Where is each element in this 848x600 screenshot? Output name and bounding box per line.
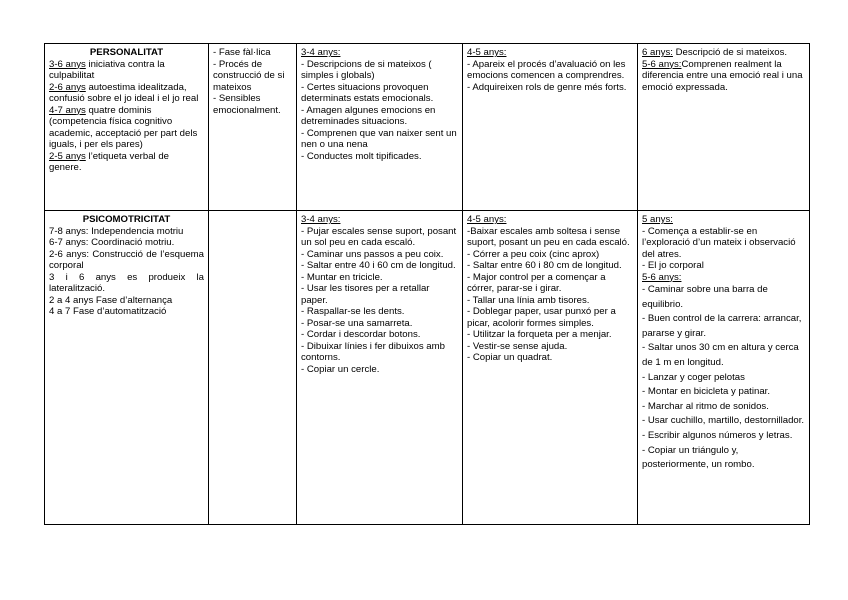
- list-item: -Baixar escales amb soltesa i sense suport, posant un peu en cada escaló.: [467, 225, 630, 248]
- list-item: 6 anys: Descripció de si mateixos.: [642, 47, 788, 58]
- section-heading-psicomotricitat: PSICOMOTRICITAT: [82, 214, 171, 225]
- table-row-personalitat: [45, 44, 810, 211]
- list-item: - Córrer a peu coix (cinc aprox): [467, 248, 600, 260]
- list-item: - Montar en bicicleta y patinar.: [642, 386, 770, 398]
- list-item: 2-6 anys: Construcció de l’esquema corporal: [49, 248, 204, 271]
- list-item: - Comença a establir-se en l’exploració d’un mateix i observació del atres.: [642, 225, 796, 260]
- age-title: 3-4 anys:: [301, 214, 341, 225]
- section-heading-personalitat: PERSONALITAT: [89, 47, 164, 58]
- list-item: 4-7 anys quatre dominis (competencia física cognitivo academic, acceptació per part dels iguals, i per els pares): [49, 104, 198, 150]
- list-item: 3-6 anys iniciativa contra la culpabilitat: [49, 58, 165, 81]
- list-item: - Cordar i descordar botons.: [301, 329, 421, 340]
- age-label: 6 anys:: [642, 47, 673, 58]
- list-item: - Tallar una línia amb tisores.: [467, 294, 590, 306]
- list-item: - Utilitzar la forqueta per a menjar.: [467, 329, 612, 340]
- list-item: - Descripcions de si mateixos ( simples i globals): [301, 58, 432, 81]
- list-item: - Caminar sobre una barra de equilibrio.: [642, 284, 768, 310]
- list-item: - Raspallar-se les dents.: [301, 306, 405, 317]
- list-item: 2-5 anys l’etiqueta verbal de genere.: [49, 150, 169, 173]
- age-label: 3-6 anys: [49, 58, 86, 70]
- list-item: - Pujar escales sense suport, posant un sol peu en cada escaló.: [301, 225, 457, 248]
- list-item: - Sensibles emocionalment.: [213, 93, 281, 116]
- list-item: - Caminar uns passos a peu coix.: [301, 248, 444, 260]
- list-item: - Copiar un triángulo y, posteriormente, un rombo.: [642, 444, 755, 471]
- list-item: 4 a 7 Fase d’automatització: [49, 306, 167, 317]
- list-item: - Apareix el procés d’avaluació on les emocions comencen a comprendres.: [467, 58, 626, 81]
- list-item: - Comprenen que van naixer sent un nen o una nena: [301, 127, 457, 150]
- list-item: - Procés de construcció de si mateixos: [213, 58, 285, 93]
- list-item: 5-6 anys:Comprenen realment la diferencia entre una emoció real i una emoció expressada.: [642, 58, 803, 93]
- list-item: - Buen control de la carrera: arrancar, pararse y girar.: [642, 313, 802, 339]
- list-item: 2 a 4 anys Fase d’alternança: [49, 294, 173, 306]
- cell-personalitat-5-6: [638, 44, 810, 211]
- list-item: - El jo corporal: [642, 260, 704, 271]
- development-table: [44, 43, 810, 525]
- list-item: - Posar-se una samarreta.: [301, 317, 413, 329]
- cell-personalitat-4-5: [463, 44, 638, 211]
- age-title: 4-5 anys:: [467, 214, 507, 225]
- list-item: 3 i 6 anys es produeix la lateralització.: [49, 271, 204, 294]
- list-item: 6-7 anys: Coordinació motriu.: [49, 237, 175, 248]
- list-item: - Lanzar y coger pelotas: [642, 371, 745, 383]
- cell-psicomotricitat-summary: [45, 211, 209, 525]
- list-item: - Marchar al ritmo de sonidos.: [642, 400, 769, 412]
- list-item: - Fase fàl·lica: [213, 47, 271, 58]
- age-title: 5 anys:: [642, 214, 673, 225]
- list-item: - Vestir-se sense ajuda.: [467, 340, 568, 352]
- age-title: 4-5 anys:: [467, 47, 507, 58]
- list-item: 7-8 anys: Independencia motriu: [49, 225, 184, 237]
- cell-psicomotricitat-empty: [209, 211, 297, 525]
- list-item: - Doblegar paper, usar punxó per a picar, acolorir formes simples.: [467, 306, 616, 329]
- list-item: - Conductes molt tipificades.: [301, 150, 422, 162]
- cell-psicomotricitat-4-5: [463, 211, 638, 525]
- list-item: - Major control per a començar a córrer, parar-se i girar.: [467, 271, 606, 294]
- list-item: - Usar les tisores per a retallar paper.: [301, 283, 430, 306]
- list-item: 2-6 anys autoestima idealitzada, confusió sobre el jo ideal i el jo real: [49, 81, 199, 104]
- cell-personalitat-summary: [45, 44, 209, 211]
- age-label: 2-6 anys: [49, 81, 86, 93]
- cell-personalitat-3-4: [297, 44, 463, 211]
- list-item: - Copiar un quadrat.: [467, 352, 553, 363]
- list-item: - Certes situacions provoquen determinats estats emocionals.: [301, 81, 434, 104]
- list-item: - Saltar entre 60 i 80 cm de longitud.: [467, 260, 622, 271]
- list-item: - Adquireixen rols de genre més forts.: [467, 81, 627, 93]
- list-item: - Saltar entre 40 i 60 cm de longitud.: [301, 260, 456, 271]
- table-row-psicomotricitat: [45, 211, 810, 525]
- list-item: - Muntar en tricicle.: [301, 271, 383, 283]
- list-item: - Saltar unos 30 cm en altura y cerca de 1 m en longitud.: [642, 342, 799, 368]
- list-item: - Dibuixar línies i fer dibuixos amb contorns.: [301, 340, 445, 363]
- list-item: - Usar cuchillo, martillo, destornillador.: [642, 415, 805, 427]
- cell-personalitat-general: [209, 44, 297, 211]
- list-item: - Amagen algunes emocions en detreminades situacions.: [301, 104, 436, 127]
- age-label: 4-7 anys: [49, 104, 86, 116]
- list-item: - Copiar un cercle.: [301, 363, 380, 375]
- age-title: 5-6 anys:: [642, 271, 682, 283]
- cell-psicomotricitat-5-6: [638, 211, 810, 525]
- age-title: 3-4 anys:: [301, 47, 341, 58]
- age-label: 2-5 anys: [49, 150, 86, 162]
- cell-psicomotricitat-3-4: [297, 211, 463, 525]
- list-item: - Escribir algunos números y letras.: [642, 429, 793, 441]
- age-label: 5-6 anys:: [642, 58, 682, 70]
